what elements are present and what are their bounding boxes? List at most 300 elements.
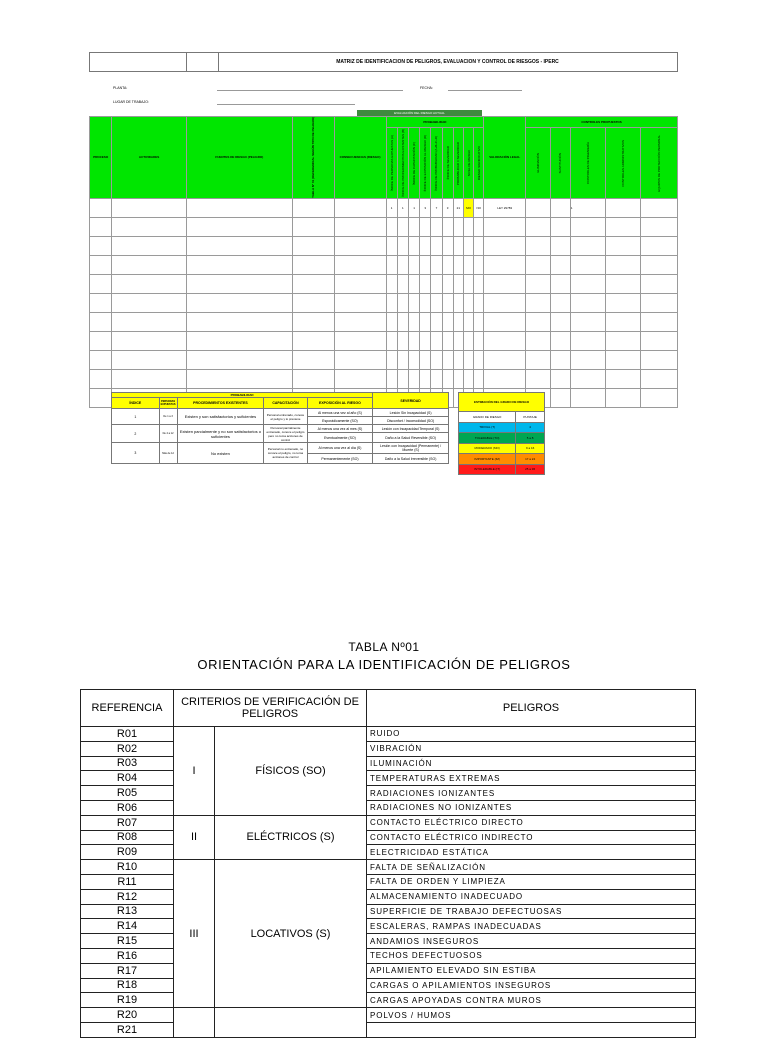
matrix-cell[interactable] bbox=[334, 236, 386, 255]
matrix-cell[interactable] bbox=[292, 293, 334, 312]
matrix-cell[interactable] bbox=[463, 293, 473, 312]
matrix-cell[interactable] bbox=[386, 217, 397, 236]
hazard-row bbox=[81, 860, 696, 875]
estimacion-row bbox=[459, 443, 545, 454]
matrix-cell[interactable] bbox=[526, 274, 550, 293]
matrix-cell[interactable] bbox=[550, 388, 570, 407]
hazard-name: APILAMIENTO ELEVADO SIN ESTIBA bbox=[367, 963, 696, 978]
matrix-cell[interactable] bbox=[186, 274, 292, 293]
hazard-row bbox=[81, 1022, 696, 1037]
hazard-group-name: ELÉCTRICOS (S) bbox=[215, 815, 367, 859]
legend-cap-2: Personal parcialmente entrenado, conoce el peligro pero no toma acciones de control bbox=[264, 425, 307, 443]
matrix-cell[interactable] bbox=[453, 312, 463, 331]
matrix-cell[interactable] bbox=[90, 255, 112, 274]
matrix-cell[interactable] bbox=[408, 255, 419, 274]
fecha-field[interactable] bbox=[448, 90, 522, 91]
matrix-cell[interactable] bbox=[90, 293, 112, 312]
estimacion-grado: TRIVIAL (T) bbox=[459, 422, 516, 433]
matrix-cell[interactable] bbox=[386, 293, 397, 312]
matrix-cell[interactable] bbox=[605, 388, 641, 407]
matrix-cell[interactable] bbox=[334, 217, 386, 236]
col-nivel: NIVEL DE RIESGO bbox=[463, 128, 473, 199]
matrix-cell[interactable] bbox=[186, 312, 292, 331]
matrix-cell[interactable] bbox=[112, 236, 186, 255]
matrix-cell[interactable] bbox=[474, 236, 484, 255]
matrix-row[interactable] bbox=[90, 236, 678, 255]
hazard-row bbox=[81, 830, 696, 845]
hazard-name: SUPERFICIE DE TRABAJO DEFECTUOSAS bbox=[367, 904, 696, 919]
matrix-row[interactable] bbox=[90, 198, 678, 217]
th-referencia: REFERENCIA bbox=[81, 690, 174, 727]
matrix-cell[interactable] bbox=[397, 217, 408, 236]
matrix-cell[interactable] bbox=[605, 293, 641, 312]
hazard-row bbox=[81, 919, 696, 934]
matrix-cell[interactable] bbox=[605, 236, 641, 255]
matrix-cell[interactable] bbox=[90, 312, 112, 331]
cell-a[interactable]: 1 bbox=[386, 198, 397, 217]
hazard-ref: R20 bbox=[81, 1008, 174, 1023]
matrix-cell[interactable] bbox=[570, 331, 605, 350]
th-criterios: CRITERIOS DE VERIFICACIÓN DE PELIGROS bbox=[174, 690, 367, 727]
matrix-cell[interactable] bbox=[112, 274, 186, 293]
matrix-row[interactable] bbox=[90, 255, 678, 274]
hazard-row bbox=[81, 963, 696, 978]
matrix-cell[interactable] bbox=[90, 331, 112, 350]
matrix-cell[interactable] bbox=[386, 350, 397, 369]
matrix-cell[interactable] bbox=[186, 331, 292, 350]
hazard-row bbox=[81, 1008, 696, 1023]
matrix-cell[interactable] bbox=[408, 274, 419, 293]
matrix-cell[interactable] bbox=[397, 293, 408, 312]
matrix-row[interactable] bbox=[90, 312, 678, 331]
hazard-row bbox=[81, 948, 696, 963]
legend-proc-2: Existen parcialmente y no son satisfactorios o suficientes bbox=[177, 425, 264, 443]
hazard-ref: R17 bbox=[81, 963, 174, 978]
hazard-name: CARGAS APOYADAS CONTRA MUROS bbox=[367, 993, 696, 1008]
matrix-cell[interactable] bbox=[186, 293, 292, 312]
matrix-cell[interactable] bbox=[463, 331, 473, 350]
matrix-cell[interactable] bbox=[90, 217, 112, 236]
tabla01-subtitle: ORIENTACIÓN PARA LA IDENTIFICACIÓN DE PELIGROS bbox=[197, 657, 571, 672]
matrix-cell[interactable] bbox=[431, 236, 442, 255]
matrix-cell[interactable] bbox=[474, 274, 484, 293]
matrix-cell[interactable] bbox=[397, 350, 408, 369]
matrix-cell[interactable] bbox=[334, 350, 386, 369]
matrix-cell[interactable] bbox=[397, 331, 408, 350]
matrix-cell[interactable] bbox=[474, 255, 484, 274]
hazard-row bbox=[81, 934, 696, 949]
hazard-ref: R15 bbox=[81, 934, 174, 949]
hazard-group-number bbox=[174, 1008, 215, 1038]
matrix-cell[interactable] bbox=[334, 255, 386, 274]
cell-ingenieria[interactable]: 1 bbox=[570, 198, 605, 217]
matrix-cell[interactable] bbox=[570, 236, 605, 255]
matrix-cell[interactable] bbox=[463, 274, 473, 293]
cell-nivel[interactable]: MO bbox=[463, 198, 473, 217]
matrix-cell[interactable] bbox=[570, 312, 605, 331]
matrix-cell[interactable] bbox=[292, 350, 334, 369]
matrix-cell[interactable] bbox=[453, 255, 463, 274]
legend-exp-2so: Eventualmente (SO) bbox=[307, 433, 373, 443]
matrix-cell[interactable] bbox=[420, 331, 431, 350]
matrix-cell[interactable] bbox=[605, 369, 641, 388]
matrix-cell[interactable] bbox=[292, 274, 334, 293]
th-peligros: PELIGROS bbox=[367, 690, 696, 727]
col-fuentes: FUENTES DE RIESGO (PELIGRO) bbox=[186, 117, 292, 199]
matrix-cell[interactable] bbox=[641, 255, 678, 274]
matrix-cell[interactable] bbox=[397, 312, 408, 331]
matrix-cell[interactable] bbox=[570, 350, 605, 369]
cell-sev[interactable]: 3 bbox=[442, 198, 453, 217]
hazard-row bbox=[81, 815, 696, 830]
matrix-cell[interactable] bbox=[112, 255, 186, 274]
matrix-cell[interactable] bbox=[484, 350, 526, 369]
matrix-cell[interactable] bbox=[474, 217, 484, 236]
matrix-row[interactable] bbox=[90, 369, 678, 388]
matrix-cell[interactable] bbox=[605, 274, 641, 293]
matrix-cell[interactable] bbox=[526, 369, 550, 388]
matrix-cell[interactable] bbox=[463, 236, 473, 255]
hazard-name: ANDAMIOS INSEGUROS bbox=[367, 934, 696, 949]
matrix-cell[interactable] bbox=[453, 274, 463, 293]
matrix-cell[interactable] bbox=[186, 255, 292, 274]
matrix-cell[interactable] bbox=[641, 350, 678, 369]
matrix-cell[interactable] bbox=[474, 369, 484, 388]
matrix-cell[interactable] bbox=[397, 236, 408, 255]
cell-pxs[interactable]: 21 bbox=[453, 198, 463, 217]
matrix-cell[interactable] bbox=[420, 293, 431, 312]
hazard-row bbox=[81, 786, 696, 801]
matrix-cell[interactable] bbox=[484, 236, 526, 255]
col-administrativos: CONTROLES ADMINISTRATIVOS bbox=[605, 128, 641, 199]
matrix-cell[interactable] bbox=[186, 236, 292, 255]
col-ingenieria: CONTROLES DE INGENIERÍA bbox=[570, 128, 605, 199]
matrix-cell[interactable] bbox=[605, 255, 641, 274]
matrix-cell[interactable] bbox=[112, 312, 186, 331]
legend-exp-2s: Al menos una vez al mes (S) bbox=[307, 425, 373, 433]
matrix-cell[interactable] bbox=[641, 217, 678, 236]
matrix-cell[interactable] bbox=[431, 369, 442, 388]
matrix-cell[interactable] bbox=[550, 217, 570, 236]
matrix-cell[interactable] bbox=[474, 350, 484, 369]
matrix-cell[interactable] bbox=[431, 255, 442, 274]
matrix-cell[interactable] bbox=[463, 255, 473, 274]
matrix-cell[interactable] bbox=[550, 369, 570, 388]
matrix-cell[interactable] bbox=[90, 274, 112, 293]
matrix-cell[interactable] bbox=[484, 255, 526, 274]
matrix-cell[interactable] bbox=[605, 312, 641, 331]
matrix-cell[interactable] bbox=[550, 274, 570, 293]
matrix-cell[interactable] bbox=[112, 331, 186, 350]
matrix-cell[interactable] bbox=[334, 312, 386, 331]
matrix-cell[interactable] bbox=[420, 369, 431, 388]
matrix-cell[interactable] bbox=[90, 369, 112, 388]
estimacion-row bbox=[459, 464, 545, 475]
matrix-cell[interactable] bbox=[420, 350, 431, 369]
matrix-cell[interactable] bbox=[526, 217, 550, 236]
hazard-ref: R09 bbox=[81, 845, 174, 860]
matrix-cell[interactable] bbox=[442, 331, 453, 350]
matrix-cell[interactable] bbox=[570, 274, 605, 293]
legend-exp-3so: Permanentemente (SO) bbox=[307, 454, 373, 464]
hazard-row bbox=[81, 756, 696, 771]
matrix-cell[interactable] bbox=[550, 293, 570, 312]
hazard-name: CONTACTO ELÉCTRICO DIRECTO bbox=[367, 815, 696, 830]
matrix-cell[interactable] bbox=[334, 293, 386, 312]
matrix-cell[interactable] bbox=[386, 274, 397, 293]
matrix-cell[interactable] bbox=[112, 293, 186, 312]
cell-signif[interactable]: NO bbox=[474, 198, 484, 217]
matrix-cell[interactable] bbox=[431, 217, 442, 236]
matrix-cell[interactable] bbox=[442, 350, 453, 369]
col-severidad: ÍNDICE DE SEVERIDAD bbox=[442, 128, 453, 199]
matrix-cell[interactable] bbox=[526, 293, 550, 312]
matrix-cell[interactable] bbox=[453, 236, 463, 255]
hazard-group-number: II bbox=[174, 815, 215, 859]
hazard-name: ELECTRICIDAD ESTÁTICA bbox=[367, 845, 696, 860]
hazard-ref: R04 bbox=[81, 771, 174, 786]
legend-h-procedimientos: PROCEDIMIENTOS EXISTENTES bbox=[177, 398, 264, 409]
matrix-cell[interactable] bbox=[90, 350, 112, 369]
legend-cap-3: Personal no entrenado, no conoce el peligro, no toma acciones de control bbox=[264, 443, 307, 464]
matrix-cell[interactable] bbox=[442, 312, 453, 331]
col-sustitucion: SUSTITUCIÓN bbox=[550, 128, 570, 199]
header-code-cell bbox=[186, 53, 219, 71]
cell-prob[interactable]: 7 bbox=[431, 198, 442, 217]
matrix-cell[interactable] bbox=[484, 331, 526, 350]
hazard-row bbox=[81, 904, 696, 919]
matrix-cell[interactable] bbox=[292, 331, 334, 350]
matrix-cell[interactable] bbox=[112, 217, 186, 236]
matrix-cell[interactable] bbox=[292, 217, 334, 236]
group-probabilidad: PROBABILIDAD bbox=[386, 117, 484, 128]
matrix-cell[interactable] bbox=[408, 331, 419, 350]
hazard-name: FALTA DE ORDEN Y LIMPIEZA bbox=[367, 874, 696, 889]
matrix-cell[interactable] bbox=[408, 312, 419, 331]
matrix-cell[interactable] bbox=[397, 255, 408, 274]
matrix-cell[interactable] bbox=[431, 350, 442, 369]
matrix-cell[interactable] bbox=[641, 236, 678, 255]
matrix-cell[interactable] bbox=[292, 369, 334, 388]
legend-h-severidad: SEVERIDAD bbox=[373, 393, 449, 409]
matrix-cell[interactable] bbox=[408, 293, 419, 312]
legend-sev-2s: Lesión con Incapacidad Temporal (S) bbox=[373, 425, 449, 433]
matrix-cell[interactable] bbox=[90, 236, 112, 255]
legend-sev-3s: Lesión con Incapacidad (Permanente) / Muerte (S) bbox=[373, 443, 449, 454]
matrix-cell[interactable] bbox=[474, 312, 484, 331]
matrix-cell[interactable] bbox=[570, 388, 605, 407]
hazard-row bbox=[81, 978, 696, 993]
matrix-cell[interactable] bbox=[463, 369, 473, 388]
matrix-cell[interactable] bbox=[641, 293, 678, 312]
matrix-cell[interactable] bbox=[453, 350, 463, 369]
matrix-cell[interactable] bbox=[641, 331, 678, 350]
hazard-ref: R12 bbox=[81, 889, 174, 904]
matrix-cell[interactable] bbox=[526, 255, 550, 274]
legend-proc-1: Existen y son satisfactorios y suficientes bbox=[177, 409, 264, 425]
matrix-cell[interactable] bbox=[186, 217, 292, 236]
hazard-ref: R10 bbox=[81, 860, 174, 875]
matrix-cell[interactable] bbox=[386, 331, 397, 350]
estimacion-title: ESTIMACIÓN DEL GRADO DE RIESGO bbox=[459, 393, 545, 412]
matrix-cell[interactable] bbox=[442, 217, 453, 236]
cell-d[interactable]: 3 bbox=[420, 198, 431, 217]
hazard-ref: R05 bbox=[81, 786, 174, 801]
matrix-cell[interactable] bbox=[463, 350, 473, 369]
hazard-name: TEMPERATURAS EXTREMAS bbox=[367, 771, 696, 786]
matrix-cell[interactable] bbox=[397, 369, 408, 388]
matrix-cell[interactable] bbox=[442, 274, 453, 293]
matrix-row[interactable] bbox=[90, 217, 678, 236]
matrix-cell[interactable] bbox=[526, 236, 550, 255]
matrix-cell[interactable] bbox=[550, 255, 570, 274]
matrix-cell[interactable] bbox=[431, 312, 442, 331]
matrix-cell[interactable] bbox=[420, 255, 431, 274]
matrix-cell[interactable] bbox=[408, 350, 419, 369]
matrix-cell[interactable] bbox=[641, 274, 678, 293]
estimacion-puntaje: 17 a 24 bbox=[516, 454, 545, 465]
evaluation-banner: EVALUACIÓN DEL RIESGO ACTUAL bbox=[357, 110, 482, 116]
matrix-cell[interactable] bbox=[408, 217, 419, 236]
estimacion-puntaje: 4 bbox=[516, 422, 545, 433]
legend-sev-1so: Disconfort / Incomodidad (SO) bbox=[373, 417, 449, 425]
estimacion-grado: MODERADO (MO) bbox=[459, 443, 516, 454]
matrix-cell[interactable] bbox=[605, 217, 641, 236]
matrix-cell[interactable] bbox=[474, 331, 484, 350]
hazard-ref: R08 bbox=[81, 830, 174, 845]
estimacion-h-puntaje: PUNTAJE bbox=[516, 412, 545, 423]
hazard-row bbox=[81, 889, 696, 904]
col-prob-c: ÍNDICE DE CAPACITACIÓN (C) bbox=[408, 128, 419, 199]
matrix-cell[interactable] bbox=[334, 331, 386, 350]
matrix-cell[interactable] bbox=[641, 388, 678, 407]
matrix-cell[interactable] bbox=[420, 217, 431, 236]
matrix-cell[interactable] bbox=[397, 274, 408, 293]
matrix-cell[interactable] bbox=[570, 293, 605, 312]
col-pxs: PROBABILIDAD X SEVERIDAD bbox=[453, 128, 463, 199]
matrix-cell[interactable] bbox=[334, 369, 386, 388]
matrix-row[interactable] bbox=[90, 331, 678, 350]
legend-sev-3so: Daño a la Salud Irreversible (SO) bbox=[373, 454, 449, 464]
matrix-cell[interactable] bbox=[431, 331, 442, 350]
matrix-cell[interactable] bbox=[484, 369, 526, 388]
col-eliminacion: ELIMINACIÓN bbox=[526, 128, 550, 199]
hazard-name bbox=[367, 1022, 696, 1037]
matrix-cell[interactable] bbox=[550, 350, 570, 369]
col-tabla: TABLA Nº 01 (REFERENCIAL SEGÚN TIPO DE PELIGRO) bbox=[292, 117, 334, 199]
matrix-cell[interactable] bbox=[570, 255, 605, 274]
matrix-cell[interactable] bbox=[605, 350, 641, 369]
matrix-cell[interactable] bbox=[463, 217, 473, 236]
matrix-cell[interactable] bbox=[386, 255, 397, 274]
matrix-cell[interactable] bbox=[453, 293, 463, 312]
matrix-cell[interactable] bbox=[386, 312, 397, 331]
risk-grade-legend bbox=[458, 392, 545, 475]
matrix-cell[interactable] bbox=[420, 312, 431, 331]
matrix-cell[interactable] bbox=[484, 217, 526, 236]
matrix-cell[interactable] bbox=[474, 293, 484, 312]
matrix-cell[interactable] bbox=[112, 350, 186, 369]
matrix-cell[interactable] bbox=[292, 312, 334, 331]
hazard-ref: R07 bbox=[81, 815, 174, 830]
matrix-cell[interactable] bbox=[112, 369, 186, 388]
hazard-ref: R14 bbox=[81, 919, 174, 934]
matrix-cell[interactable] bbox=[408, 369, 419, 388]
cell-valoracion[interactable]: LEY 29783 bbox=[484, 198, 526, 217]
estimacion-row bbox=[459, 454, 545, 465]
matrix-cell[interactable] bbox=[431, 293, 442, 312]
matrix-cell[interactable] bbox=[408, 236, 419, 255]
matrix-cell[interactable] bbox=[526, 331, 550, 350]
matrix-cell[interactable] bbox=[442, 293, 453, 312]
hazard-name: ALMACENAMIENTO INADECUADO bbox=[367, 889, 696, 904]
planta-field[interactable] bbox=[217, 90, 403, 91]
matrix-cell[interactable] bbox=[420, 274, 431, 293]
estimacion-row bbox=[459, 433, 545, 444]
matrix-cell[interactable] bbox=[442, 369, 453, 388]
matrix-cell[interactable] bbox=[90, 388, 112, 407]
matrix-cell[interactable] bbox=[484, 274, 526, 293]
hazard-ref: R13 bbox=[81, 904, 174, 919]
matrix-cell[interactable] bbox=[605, 331, 641, 350]
matrix-cell[interactable] bbox=[453, 369, 463, 388]
legend-personas-2: De 4 a 12 bbox=[159, 425, 177, 443]
legend-exp-1s: Al menos una vez al año (S) bbox=[307, 409, 373, 417]
matrix-cell[interactable] bbox=[484, 312, 526, 331]
matrix-cell[interactable] bbox=[292, 255, 334, 274]
matrix-cell[interactable] bbox=[570, 217, 605, 236]
col-actividades: ACTIVIDADES bbox=[112, 117, 186, 199]
lugar-field[interactable] bbox=[217, 104, 355, 105]
matrix-cell[interactable] bbox=[442, 236, 453, 255]
iperc-matrix bbox=[89, 116, 678, 408]
legend-sev-1s: Lesión Sin Incapacidad (S) bbox=[373, 409, 449, 417]
matrix-cell[interactable] bbox=[442, 255, 453, 274]
matrix-row[interactable] bbox=[90, 293, 678, 312]
matrix-cell[interactable] bbox=[292, 236, 334, 255]
cell-b[interactable]: 1 bbox=[397, 198, 408, 217]
matrix-cell[interactable] bbox=[386, 236, 397, 255]
matrix-cell[interactable] bbox=[186, 350, 292, 369]
matrix-cell[interactable] bbox=[526, 312, 550, 331]
legend-indice-1: 1 bbox=[112, 409, 160, 425]
matrix-cell[interactable] bbox=[334, 274, 386, 293]
matrix-cell[interactable] bbox=[526, 350, 550, 369]
matrix-cell[interactable] bbox=[550, 331, 570, 350]
matrix-cell[interactable] bbox=[453, 217, 463, 236]
hazard-row bbox=[81, 800, 696, 815]
matrix-cell[interactable] bbox=[431, 274, 442, 293]
legend-personas-3: Más de 12 bbox=[159, 443, 177, 464]
matrix-cell[interactable] bbox=[420, 236, 431, 255]
matrix-cell[interactable] bbox=[641, 369, 678, 388]
matrix-cell[interactable] bbox=[453, 331, 463, 350]
matrix-cell[interactable] bbox=[641, 312, 678, 331]
cell-c[interactable]: 1 bbox=[408, 198, 419, 217]
matrix-row[interactable] bbox=[90, 274, 678, 293]
hazard-table bbox=[80, 689, 696, 1038]
hazard-row bbox=[81, 845, 696, 860]
matrix-cell[interactable] bbox=[550, 236, 570, 255]
matrix-cell[interactable] bbox=[386, 369, 397, 388]
matrix-cell[interactable] bbox=[550, 312, 570, 331]
matrix-cell[interactable] bbox=[570, 369, 605, 388]
matrix-cell[interactable] bbox=[463, 312, 473, 331]
matrix-cell[interactable] bbox=[186, 369, 292, 388]
hazard-ref: R16 bbox=[81, 948, 174, 963]
matrix-row[interactable] bbox=[90, 350, 678, 369]
matrix-cell[interactable] bbox=[484, 293, 526, 312]
